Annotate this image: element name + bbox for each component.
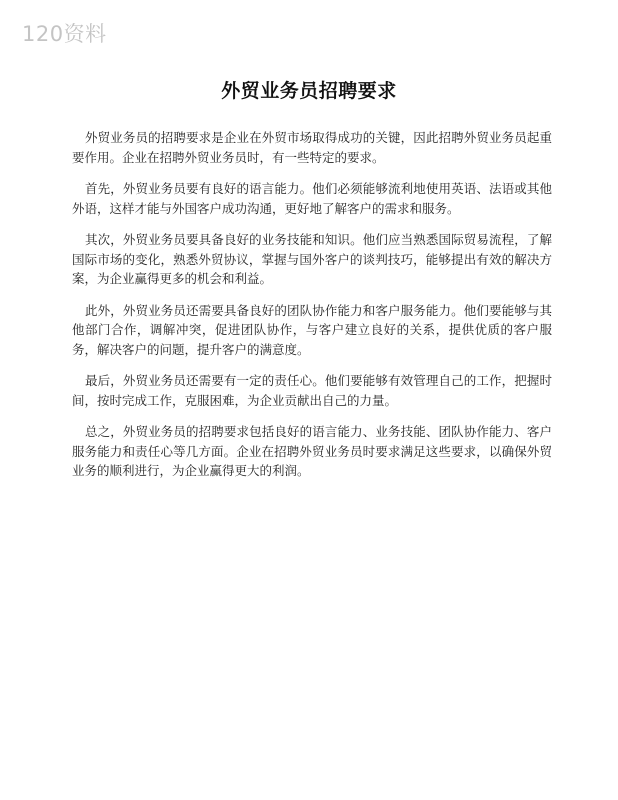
paragraph-intro: 外贸业务员的招聘要求是企业在外贸市场取得成功的关键，因此招聘外贸业务员起重要作用。企业在招聘外贸业务员时，有一些特定的要求。 — [72, 130, 552, 165]
paragraph-responsibility: 最后，外贸业务员还需要有一定的责任心。他们要能够有效管理自己的工作，把握时间，按时完成工作，克服困难，为企业贡献出自己的力量。 — [72, 373, 552, 408]
document-title: 外贸业务员招聘要求 — [221, 80, 397, 102]
paragraph-conclusion: 总之，外贸业务员的招聘要求包括良好的语言能力、业务技能、团队协作能力、客户服务能力和责任心等几方面。企业在招聘外贸业务员时要求满足这些要求，以确保外贸业务的顺利进行，为企业赢得更大的利润。 — [72, 424, 552, 478]
document-body — [72, 128, 552, 493]
paragraph-teamwork-service: 此外，外贸业务员还需要具备良好的团队协作能力和客户服务能力。他们要能够与其他部门合作，调解冲突，促进团队协作，与客户建立良好的关系，提供优质的客户服务，解决客户的问题，提升客户的满意度。 — [72, 302, 552, 357]
paragraph-business-skills: 其次，外贸业务员要具备良好的业务技能和知识。他们应当熟悉国际贸易流程，了解国际市场的变化，熟悉外贸协议，掌握与国外客户的谈判技巧，能够提出有效的解决方案，为企业赢得更多的机会和利益。 — [72, 232, 552, 286]
paragraph-language-ability: 首先，外贸业务员要有良好的语言能力。他们必须能够流利地使用英语、法语或其他外语，这样才能与外国客户成功沟通，更好地了解客户的需求和服务。 — [72, 181, 552, 216]
watermark-logo: 120资料 — [22, 22, 107, 46]
